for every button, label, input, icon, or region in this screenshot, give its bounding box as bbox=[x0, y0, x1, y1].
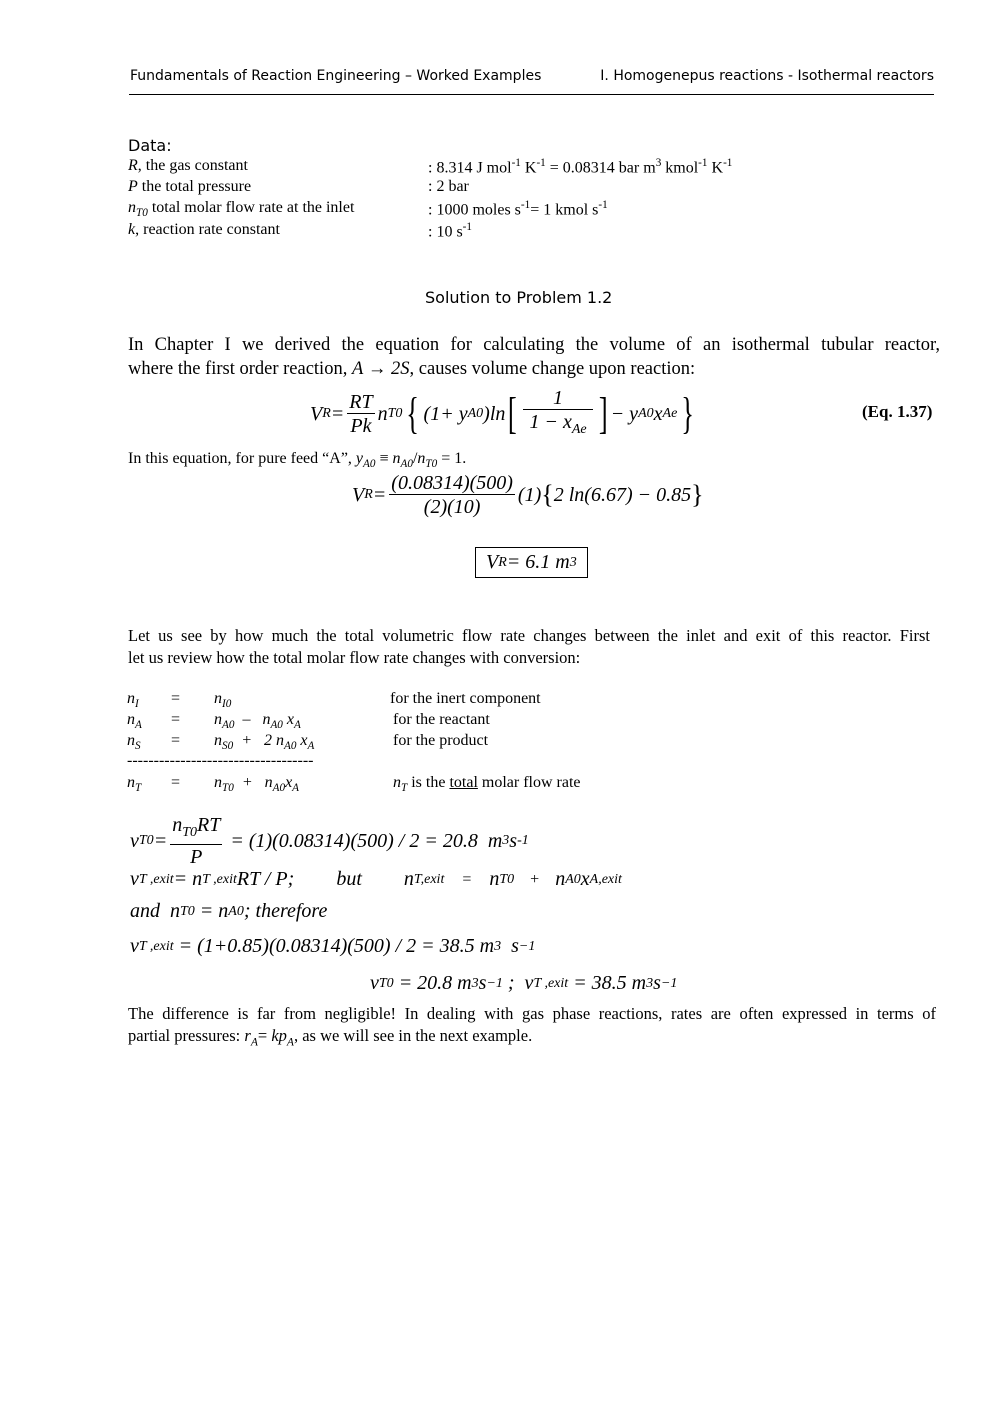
text: In this equation, for pure feed “A”, bbox=[128, 450, 356, 467]
sym: V bbox=[352, 483, 365, 506]
sup: 3 bbox=[494, 938, 502, 954]
equation-vtexit bbox=[130, 868, 622, 891]
fraction bbox=[170, 814, 222, 869]
sym: n bbox=[377, 402, 388, 425]
sub: A bbox=[307, 740, 315, 753]
header-left: Fundamentals of Reaction Engineering – Worked Examples bbox=[130, 68, 542, 84]
sub: A,exit bbox=[589, 871, 622, 887]
term: − y bbox=[610, 402, 639, 425]
sub: T0 bbox=[182, 824, 197, 840]
value-text: : 10 s bbox=[428, 223, 463, 241]
conclusion-line-1: The difference is far from negligible! In dealing with gas phase reactions, rates are often expressed in terms of bbox=[128, 1004, 936, 1023]
balance-rhs bbox=[214, 711, 301, 731]
sym: n bbox=[127, 732, 135, 749]
balance-desc bbox=[393, 774, 581, 794]
value-text: kmol bbox=[661, 159, 699, 177]
op: = bbox=[257, 1026, 272, 1045]
sup: -1 bbox=[536, 157, 546, 169]
sym: v bbox=[130, 829, 139, 852]
numerator: (0.08314)(500) bbox=[391, 471, 513, 494]
balance-eq: = bbox=[171, 711, 181, 728]
sup: -1 bbox=[462, 221, 472, 233]
data-label bbox=[128, 157, 248, 175]
sup: 3 bbox=[655, 157, 662, 169]
sym: n bbox=[214, 732, 222, 749]
sub: A bbox=[286, 1036, 294, 1049]
sub: T0 bbox=[222, 782, 234, 795]
sub: T0 bbox=[387, 406, 403, 421]
equation-1-37 bbox=[310, 386, 698, 442]
sub: A0 bbox=[565, 871, 581, 887]
sup: -1 bbox=[723, 157, 733, 169]
sub: T bbox=[401, 782, 408, 795]
term: s bbox=[653, 972, 661, 994]
sub: S bbox=[135, 740, 141, 753]
text: = 1. bbox=[437, 450, 467, 467]
sub: A bbox=[293, 719, 301, 732]
sym: n bbox=[127, 774, 135, 791]
term: = n bbox=[173, 868, 203, 890]
text: , as we will see in the next example. bbox=[293, 1026, 533, 1045]
sub: A0 bbox=[270, 719, 283, 732]
sym: n bbox=[127, 690, 135, 707]
sym: n bbox=[393, 774, 401, 791]
sup: −1 bbox=[486, 975, 503, 991]
sub: I0 bbox=[222, 698, 232, 711]
sub: T0 bbox=[136, 207, 148, 220]
denominator: P bbox=[190, 845, 203, 868]
data-label bbox=[128, 221, 280, 239]
value-text: : 1000 moles s bbox=[428, 201, 521, 219]
value-text: = 1 kmol s bbox=[530, 201, 599, 219]
sub: A0 bbox=[222, 719, 235, 732]
sub: T ,exit bbox=[138, 938, 174, 954]
balance-lhs bbox=[127, 711, 142, 731]
term: s bbox=[509, 829, 518, 852]
brace: } bbox=[681, 389, 695, 438]
sub: Ae bbox=[571, 421, 587, 437]
data-title: Data: bbox=[128, 136, 172, 155]
sup: -1 bbox=[698, 157, 708, 169]
sub: A0 bbox=[283, 740, 297, 753]
balance-eq: = bbox=[171, 774, 181, 791]
equation-vr-numeric bbox=[352, 470, 704, 520]
term: = 20.8 m bbox=[393, 972, 472, 994]
term: ; v bbox=[502, 972, 534, 994]
symbol: k bbox=[128, 221, 136, 238]
label-text: , the gas constant bbox=[137, 157, 248, 174]
sym: v bbox=[130, 868, 139, 890]
sub: I bbox=[135, 698, 139, 711]
sub: A bbox=[135, 719, 142, 732]
denominator bbox=[529, 410, 586, 442]
balance-eq: = bbox=[171, 732, 181, 749]
text: is the bbox=[407, 774, 450, 791]
term: + 2 n bbox=[233, 732, 284, 749]
term: = (1+0.85)(0.08314)(500) / 2 = 38.5 m bbox=[173, 935, 495, 957]
sup: 3 bbox=[471, 975, 479, 991]
sym: n bbox=[555, 868, 566, 890]
sub: T0 bbox=[425, 458, 438, 471]
text: where the first order reaction, bbox=[128, 359, 352, 379]
term: x bbox=[285, 774, 293, 791]
sym: x bbox=[580, 868, 590, 890]
brace: { bbox=[406, 389, 420, 438]
term: and n bbox=[130, 900, 180, 922]
data-value: : 2 bar bbox=[428, 178, 469, 195]
term: = 6.1 m bbox=[506, 551, 570, 573]
denominator: Pk bbox=[350, 414, 372, 437]
op: = bbox=[330, 402, 345, 425]
sym: n bbox=[214, 690, 222, 707]
sym: kp bbox=[271, 1026, 287, 1045]
intro-line-1: In Chapter I we derived the equation for calculating the volume of an isothermal tubular reactor, bbox=[128, 335, 940, 355]
brace: { bbox=[541, 480, 554, 509]
op: + bbox=[530, 870, 540, 888]
term: x bbox=[282, 711, 294, 728]
symbol: P bbox=[128, 178, 138, 195]
term: RT bbox=[196, 813, 221, 836]
equation-summary bbox=[370, 972, 677, 995]
sym: v bbox=[370, 972, 379, 994]
text: molar flow rate bbox=[477, 774, 581, 791]
term: – n bbox=[234, 711, 271, 728]
term: )ln bbox=[483, 402, 506, 425]
sub: T0 bbox=[180, 903, 195, 919]
balance-divider: ----------------------------------- bbox=[127, 752, 314, 769]
balance-lhs bbox=[127, 774, 141, 794]
balance-desc: for the reactant bbox=[393, 711, 490, 728]
para2-line-2: let us review how the total molar flow rate changes with conversion: bbox=[128, 648, 581, 667]
symbol: n bbox=[128, 199, 136, 216]
sub: R bbox=[364, 487, 373, 502]
pure-feed-text bbox=[128, 450, 466, 470]
term: s bbox=[478, 972, 487, 994]
sym: n bbox=[403, 868, 414, 890]
balance-eq: = bbox=[171, 690, 181, 707]
op: ≡ bbox=[375, 450, 393, 467]
label-text: , reaction rate constant bbox=[135, 221, 280, 238]
header-rule bbox=[129, 94, 934, 95]
term: = 38.5 m bbox=[568, 972, 647, 994]
data-label bbox=[128, 199, 354, 219]
term: ; therefore bbox=[243, 900, 328, 922]
header-right: I. Homogenepus reactions - Isothermal reactors bbox=[600, 68, 934, 84]
term: s bbox=[501, 935, 519, 957]
text: , causes volume change upon reaction: bbox=[409, 359, 696, 379]
balance-rhs bbox=[214, 690, 231, 710]
arrow: → bbox=[363, 359, 392, 379]
sup: -1 bbox=[511, 157, 521, 169]
data-value bbox=[428, 221, 472, 241]
label-text: total molar flow rate at the inlet bbox=[147, 199, 355, 216]
text: partial pressures: bbox=[128, 1026, 245, 1045]
sub: T0 bbox=[378, 975, 394, 991]
sym: n bbox=[214, 774, 222, 791]
sub: A0 bbox=[228, 903, 244, 919]
numerator bbox=[170, 814, 222, 845]
term: 1 − x bbox=[529, 410, 572, 433]
sup: -1 bbox=[598, 199, 608, 211]
equation-vtexit-numeric bbox=[130, 935, 535, 958]
sub: T0 bbox=[499, 871, 515, 887]
label-text: the total pressure bbox=[137, 178, 252, 195]
term: x bbox=[296, 732, 308, 749]
underlined-text: total bbox=[449, 774, 478, 791]
op: = bbox=[462, 870, 472, 888]
denominator: (2)(10) bbox=[423, 495, 481, 518]
result-box bbox=[475, 547, 588, 578]
balance-desc: for the product bbox=[393, 732, 489, 749]
term: RT / P; bbox=[236, 868, 295, 890]
data-value bbox=[428, 199, 608, 219]
sym: n bbox=[172, 813, 183, 836]
sym: n bbox=[127, 711, 135, 728]
sym: v bbox=[130, 935, 139, 957]
op: / bbox=[412, 450, 418, 467]
sub: R bbox=[498, 554, 507, 570]
equation-label: (Eq. 1.37) bbox=[862, 402, 933, 421]
bracket: [ bbox=[508, 389, 518, 438]
numerator: 1 bbox=[523, 387, 593, 410]
symbol: 2S bbox=[391, 359, 410, 379]
sub: R bbox=[322, 406, 331, 421]
balance-rhs bbox=[214, 732, 314, 752]
balance-rhs bbox=[214, 774, 299, 794]
op: = bbox=[153, 829, 168, 852]
fraction bbox=[347, 391, 374, 438]
fraction bbox=[523, 387, 593, 442]
term: (1) bbox=[517, 483, 542, 506]
bracket: ] bbox=[598, 389, 608, 438]
data-value bbox=[428, 157, 732, 177]
term: 2 ln(6.67) − 0.85 bbox=[553, 483, 692, 506]
sub: A0 bbox=[272, 782, 286, 795]
sub: T ,exit bbox=[138, 871, 174, 887]
brace: } bbox=[691, 480, 704, 509]
sup: -1 bbox=[520, 199, 531, 211]
numerator: RT bbox=[349, 390, 373, 413]
solution-title: Solution to Problem 1.2 bbox=[425, 288, 613, 307]
value-text: K bbox=[520, 159, 537, 177]
sub: T ,exit bbox=[533, 975, 569, 991]
sym: n bbox=[214, 711, 222, 728]
sym: n bbox=[417, 450, 426, 467]
sym: r bbox=[244, 1026, 251, 1045]
sup: 3 bbox=[502, 833, 510, 848]
sub: T0 bbox=[138, 833, 154, 848]
para2-line-1: Let us see by how much the total volumetric flow rate changes between the inlet and exit of this reactor. First bbox=[128, 626, 930, 645]
value-text: : 8.314 J mol bbox=[428, 159, 512, 177]
sub: A0 bbox=[638, 406, 654, 421]
value-text: K bbox=[707, 159, 724, 177]
sub: T,exit bbox=[413, 871, 445, 887]
intro-line-2 bbox=[128, 357, 695, 381]
term: + n bbox=[233, 774, 273, 791]
term: (1+ y bbox=[423, 402, 468, 425]
sub: A bbox=[292, 782, 300, 795]
sub: A0 bbox=[467, 406, 484, 421]
sub: A0 bbox=[400, 458, 413, 471]
sym: V bbox=[310, 402, 323, 425]
term: x bbox=[653, 402, 663, 425]
sym: n bbox=[392, 450, 401, 467]
sup: 3 bbox=[569, 554, 577, 570]
sub: A0 bbox=[363, 458, 376, 471]
sym: V bbox=[486, 551, 499, 573]
value-text: = 0.08314 bar m bbox=[545, 159, 656, 177]
equation-vt0 bbox=[130, 815, 529, 867]
sup: −1 bbox=[518, 938, 536, 954]
data-label bbox=[128, 178, 251, 196]
sym: n bbox=[489, 868, 500, 890]
balance-lhs bbox=[127, 732, 141, 752]
sub: T bbox=[135, 782, 142, 795]
symbol: R bbox=[128, 157, 138, 174]
op: = bbox=[372, 483, 387, 506]
term: = n bbox=[194, 900, 229, 922]
sub: S0 bbox=[222, 740, 234, 753]
sub: T ,exit bbox=[202, 871, 237, 887]
sup: −1 bbox=[660, 975, 678, 991]
sup: 3 bbox=[646, 975, 654, 991]
equation-and bbox=[130, 900, 327, 923]
symbol: A bbox=[351, 359, 364, 379]
sup: -1 bbox=[517, 833, 529, 848]
term: = (1)(0.08314)(500) / 2 = 20.8 m bbox=[225, 829, 503, 852]
fraction bbox=[389, 472, 515, 519]
sym: y bbox=[355, 450, 364, 467]
conclusion-line-2 bbox=[128, 1025, 532, 1053]
balance-desc: for the inert component bbox=[390, 690, 541, 707]
term: but bbox=[336, 868, 362, 890]
sub: A bbox=[250, 1036, 258, 1049]
balance-lhs bbox=[127, 690, 139, 710]
sub: Ae bbox=[662, 406, 678, 421]
